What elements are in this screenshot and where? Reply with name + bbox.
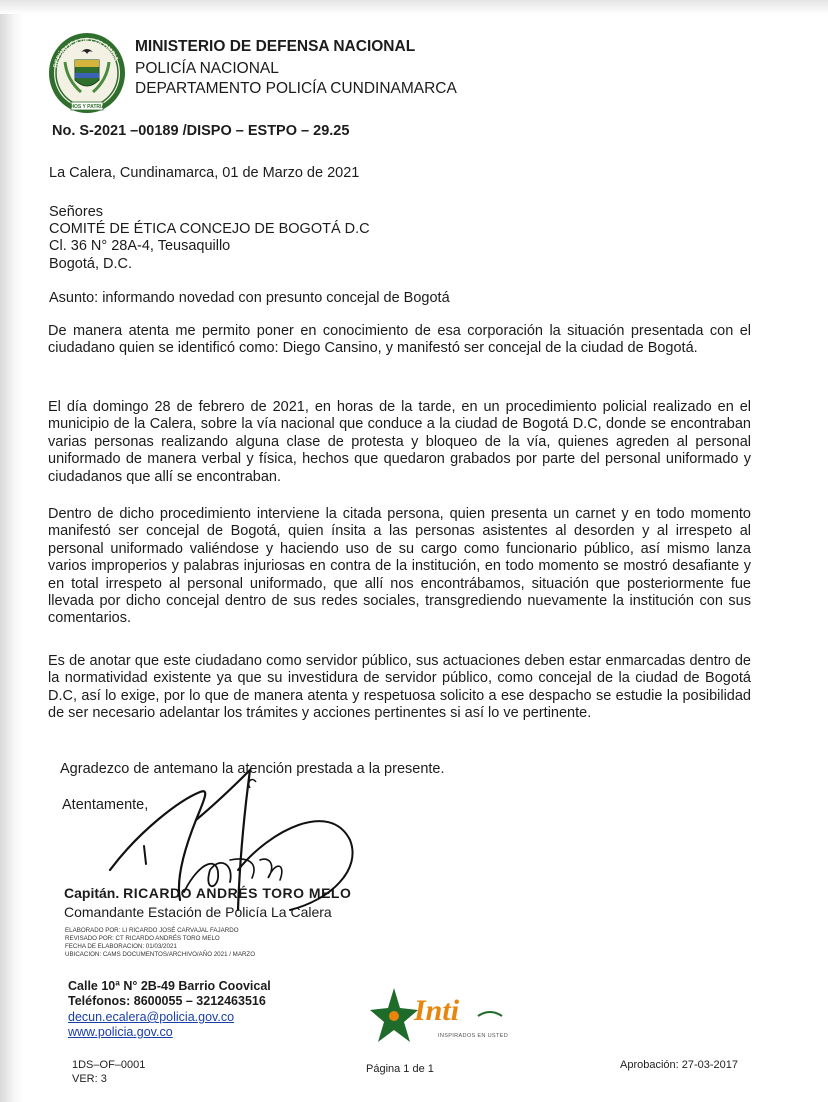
contact-address: Calle 10ª N° 2B-49 Barrio Coovical: [68, 979, 271, 993]
recipient-address: Cl. 36 N° 28A-4, Teusaquillo: [49, 238, 231, 254]
body-paragraph-1: De manera atenta me permito poner en conocimiento de esa corporación la situación presentada con el ciudadano quien se identificó como: Diego Cansino, y manifestó ser concejal de la ciudad de Bogotá.: [48, 323, 751, 357]
recipient-name: COMITÉ DE ÉTICA CONCEJO DE BOGOTÁ D.C: [49, 221, 370, 237]
header-ministry: MINISTERIO DE DEFENSA NACIONAL: [135, 38, 416, 55]
header-police: POLICÍA NACIONAL: [135, 60, 279, 77]
recipient-city: Bogotá, D.C.: [49, 256, 133, 272]
footer-code: 1DS–OF–0001: [72, 1059, 146, 1071]
recipient-salutation: Señores: [49, 204, 104, 220]
signer-title: Comandante Estación de Policía La Calera: [64, 904, 332, 920]
seal-motto: DIOS Y PATRIA: [68, 104, 106, 110]
contact-email-link[interactable]: decun.ecalera@policia.gov.co: [68, 1010, 235, 1024]
logo-text: Inti: [414, 994, 460, 1027]
document-reference: No. S-2021 –00189 /DISPO – ESTPO – 29.25: [52, 123, 350, 139]
subject-line: Asunto: informando novedad con presunto concejal de Bogotá: [49, 290, 450, 306]
footer-version: VER: 3: [72, 1073, 107, 1085]
footer-page: Página 1 de 1: [366, 1063, 434, 1075]
page-edge-shadow: [0, 0, 24, 1102]
body-paragraph-4: Es de anotar que este ciudadano como servidor público, sus actuaciones deben estar enmarcadas dentro de la normatividad existente ya que su investidura de servidor público, como concejal de la ciudad de Bogotá D.C, así lo exige, por lo que de manera atenta y respetuosa solicito a ese despacho se estudie la posibilidad de ser necesario adelantar los trámites y acciones pertinentes si así lo ve pertinente.: [48, 653, 751, 722]
body-paragraph-3: Dentro de dicho procedimiento interviene la citada persona, quien presenta un carnet y en todo momento manifestó ser concejal de Bogotá, quien ínsita a las personas asistentes al desorden y al irrespeto al personal uniformado valiéndose y haciendo uso de su cargo como funcionario público, así mismo lanza varios improperios y palabras injuriosas en contra de la institución, en todo momento se mostró desafiante y en total irrespeto al personal uniformado, que allí nos encontrábamos, situación que posteriormente fue llevada por dicho concejal dentro de sus redes sociales, transgrediendo nuevamente la institución con sus comentarios.: [48, 506, 751, 627]
header-department: DEPARTAMENTO POLICÍA CUNDINAMARCA: [135, 80, 457, 97]
page-edge-shadow-top: [0, 0, 828, 14]
body-paragraph-2: El día domingo 28 de febrero de 2021, en horas de la tarde, en un procedimiento policial realizado en el municipio de la Calera, sobre la vía nacional que conduce a la ciudad de Bogotá D.C, donde se encontraban varias personas realizando alguna clase de protesta y bloqueo de la vía, quienes agreden al personal uniformado de manera verbal y física, hechos que quedaron grabados por parte del personal uniformado y ciudadanos que allí se encontraban.: [48, 399, 751, 485]
footer-approval: Aprobación: 27-03-2017: [620, 1059, 739, 1071]
signer-rank: Capitán.: [64, 885, 120, 901]
place-date: La Calera, Cundinamarca, 01 de Marzo de 2021: [49, 165, 360, 181]
thanks-line: Agradezco de antemano la atención prestada a la presente.: [60, 761, 445, 777]
signer-name: RICARDO ANDRÉS TORO MELO: [123, 885, 352, 901]
fecha-elaboracion: FECHA DE ELABORACION: 01/03/2021: [65, 943, 177, 950]
signer-name-line: [64, 885, 351, 901]
police-seal-icon: [45, 30, 129, 120]
revisado-por: REVISADO POR: CT RICARDO ANDRÉS TORO MELO: [65, 935, 220, 942]
contact-web-link[interactable]: www.policia.gov.co: [68, 1025, 173, 1039]
closing-line: Atentamente,: [62, 797, 149, 813]
contact-phones: Teléfonos: 8600055 – 3212463516: [68, 994, 266, 1008]
logo-subtitle: INSPIRADOS EN USTED: [438, 1033, 509, 1039]
elaborado-por: ELABORADO POR: LI RICARDO JOSÉ CARVAJAL FAJARDO: [65, 927, 239, 934]
seal-top-text: REPÚBLICA DE COLOMBIA: [53, 37, 119, 69]
ubicacion: UBICACION: CAMS DOCUMENTOS/ARCHIVO/AÑO 2021 / MARZO: [65, 951, 256, 958]
